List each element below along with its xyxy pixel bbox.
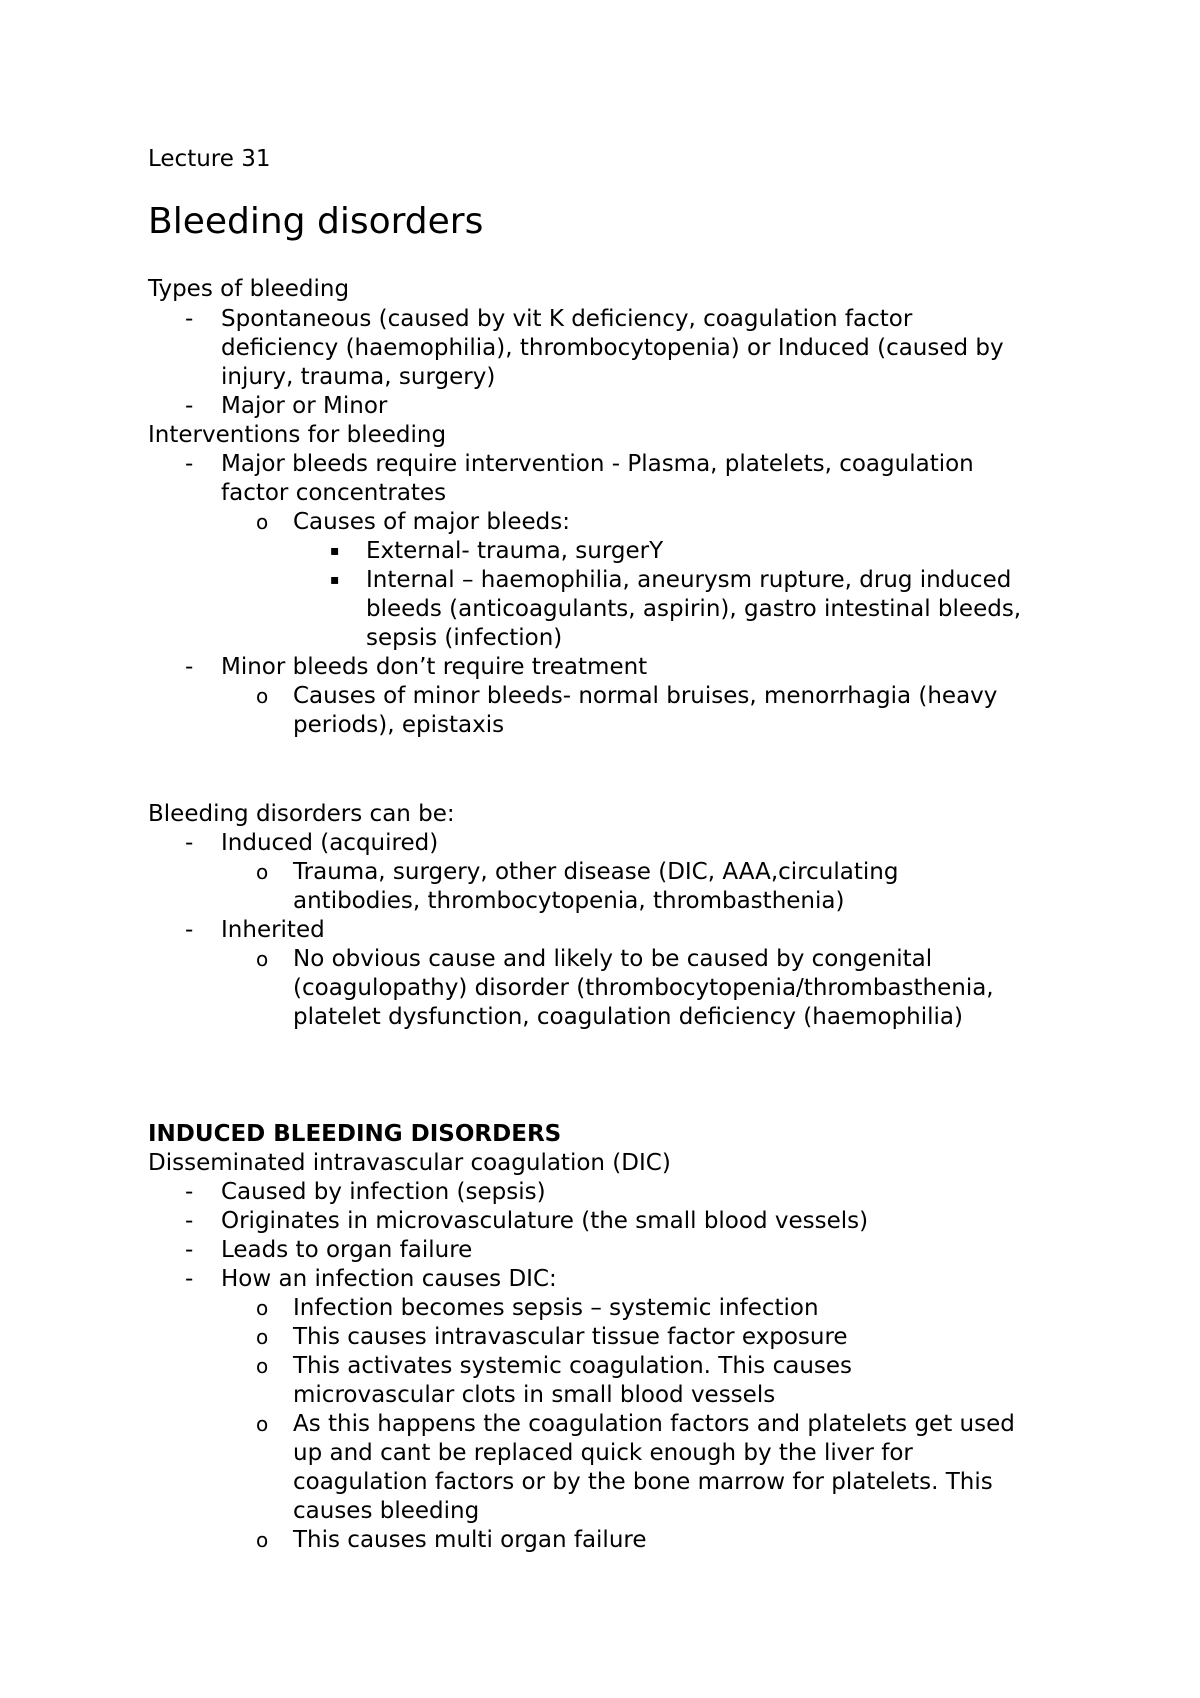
can-be-heading: Bleeding disorders can be: — [148, 801, 455, 827]
list-item-spontaneous-line1: Spontaneous (caused by vit K deficiency, coagulation factor — [221, 306, 913, 332]
step-item-line4: causes bleeding — [293, 1498, 480, 1524]
square-bullet: ▪ — [330, 543, 340, 559]
circle-bullet: o — [256, 510, 269, 534]
list-item-major-line2: factor concentrates — [221, 480, 447, 506]
list-item-induced-detail-line2: antibodies, thrombocytopenia, thrombasthenia) — [293, 888, 845, 914]
list-item-inherited-detail-line1: No obvious cause and likely to be caused by congenital — [293, 946, 933, 972]
list-item-external: External- trauma, surgerY — [366, 538, 664, 564]
list-item-causes-major: Causes of major bleeds: — [293, 509, 570, 535]
list-item-internal-line1: Internal – haemophilia, aneurysm rupture, drug induced — [366, 567, 1012, 593]
step-item: This causes multi organ failure — [293, 1527, 647, 1553]
dash-bullet: - — [185, 654, 194, 680]
dash-bullet: - — [185, 451, 194, 477]
list-item-spontaneous-line3: injury, trauma, surgery) — [221, 364, 496, 390]
list-item-internal-line2: bleeds (anticoagulants, aspirin), gastro intestinal bleeds, — [366, 596, 1022, 622]
dash-bullet: - — [185, 1179, 194, 1205]
circle-bullet: o — [256, 1354, 269, 1378]
types-heading: Types of bleeding — [148, 276, 350, 302]
list-item-induced-detail-line1: Trauma, surgery, other disease (DIC, AAA,circulating — [293, 859, 899, 885]
circle-bullet: o — [256, 1296, 269, 1320]
step-item-line2: up and cant be replaced quick enough by the liver for — [293, 1440, 913, 1466]
list-item-induced: Induced (acquired) — [221, 830, 439, 856]
list-item-inherited-detail-line3: platelet dysfunction, coagulation deficiency (haemophilia) — [293, 1004, 963, 1030]
step-item-line1: This activates systemic coagulation. This causes — [293, 1353, 853, 1379]
step-item: Infection becomes sepsis – systemic infection — [293, 1295, 819, 1321]
step-item: This causes intravascular tissue factor exposure — [293, 1324, 848, 1350]
step-item-line1: As this happens the coagulation factors and platelets get used — [293, 1411, 1015, 1437]
list-item: How an infection causes DIC: — [221, 1266, 557, 1292]
step-item-line2: microvascular clots in small blood vessels — [293, 1382, 776, 1408]
list-item-inherited-detail-line2: (coagulopathy) disorder (thrombocytopenia/thrombasthenia, — [293, 975, 994, 1001]
list-item: Leads to organ failure — [221, 1237, 473, 1263]
circle-bullet: o — [256, 1412, 269, 1436]
dash-bullet: - — [185, 1208, 194, 1234]
list-item-internal-line3: sepsis (infection) — [366, 625, 563, 651]
dash-bullet: - — [185, 1237, 194, 1263]
circle-bullet: o — [256, 684, 269, 708]
dash-bullet: - — [185, 1266, 194, 1292]
lecture-label: Lecture 31 — [148, 146, 271, 172]
square-bullet: ▪ — [330, 572, 340, 588]
circle-bullet: o — [256, 947, 269, 971]
dash-bullet: - — [185, 393, 194, 419]
dash-bullet: - — [185, 917, 194, 943]
list-item-major-line1: Major bleeds require intervention - Plasma, platelets, coagulation — [221, 451, 974, 477]
dash-bullet: - — [185, 830, 194, 856]
page-title: Bleeding disorders — [148, 201, 484, 242]
list-item-minor: Minor bleeds don’t require treatment — [221, 654, 648, 680]
section-heading: INDUCED BLEEDING DISORDERS — [148, 1121, 562, 1147]
list-item: Originates in microvasculature (the small blood vessels) — [221, 1208, 869, 1234]
list-item-causes-minor-line1: Causes of minor bleeds- normal bruises, menorrhagia (heavy — [293, 683, 998, 709]
step-item-line3: coagulation factors or by the bone marrow for platelets. This — [293, 1469, 993, 1495]
circle-bullet: o — [256, 1528, 269, 1552]
dic-heading: Disseminated intravascular coagulation (DIC) — [148, 1150, 671, 1176]
list-item-inherited: Inherited — [221, 917, 325, 943]
list-item-causes-minor-line2: periods), epistaxis — [293, 712, 505, 738]
dash-bullet: - — [185, 306, 194, 332]
circle-bullet: o — [256, 860, 269, 884]
interventions-heading: Interventions for bleeding — [148, 422, 447, 448]
list-item-spontaneous-line2: deficiency (haemophilia), thrombocytopenia) or Induced (caused by — [221, 335, 1004, 361]
list-item: Caused by infection (sepsis) — [221, 1179, 546, 1205]
list-item-major-minor: Major or Minor — [221, 393, 388, 419]
circle-bullet: o — [256, 1325, 269, 1349]
